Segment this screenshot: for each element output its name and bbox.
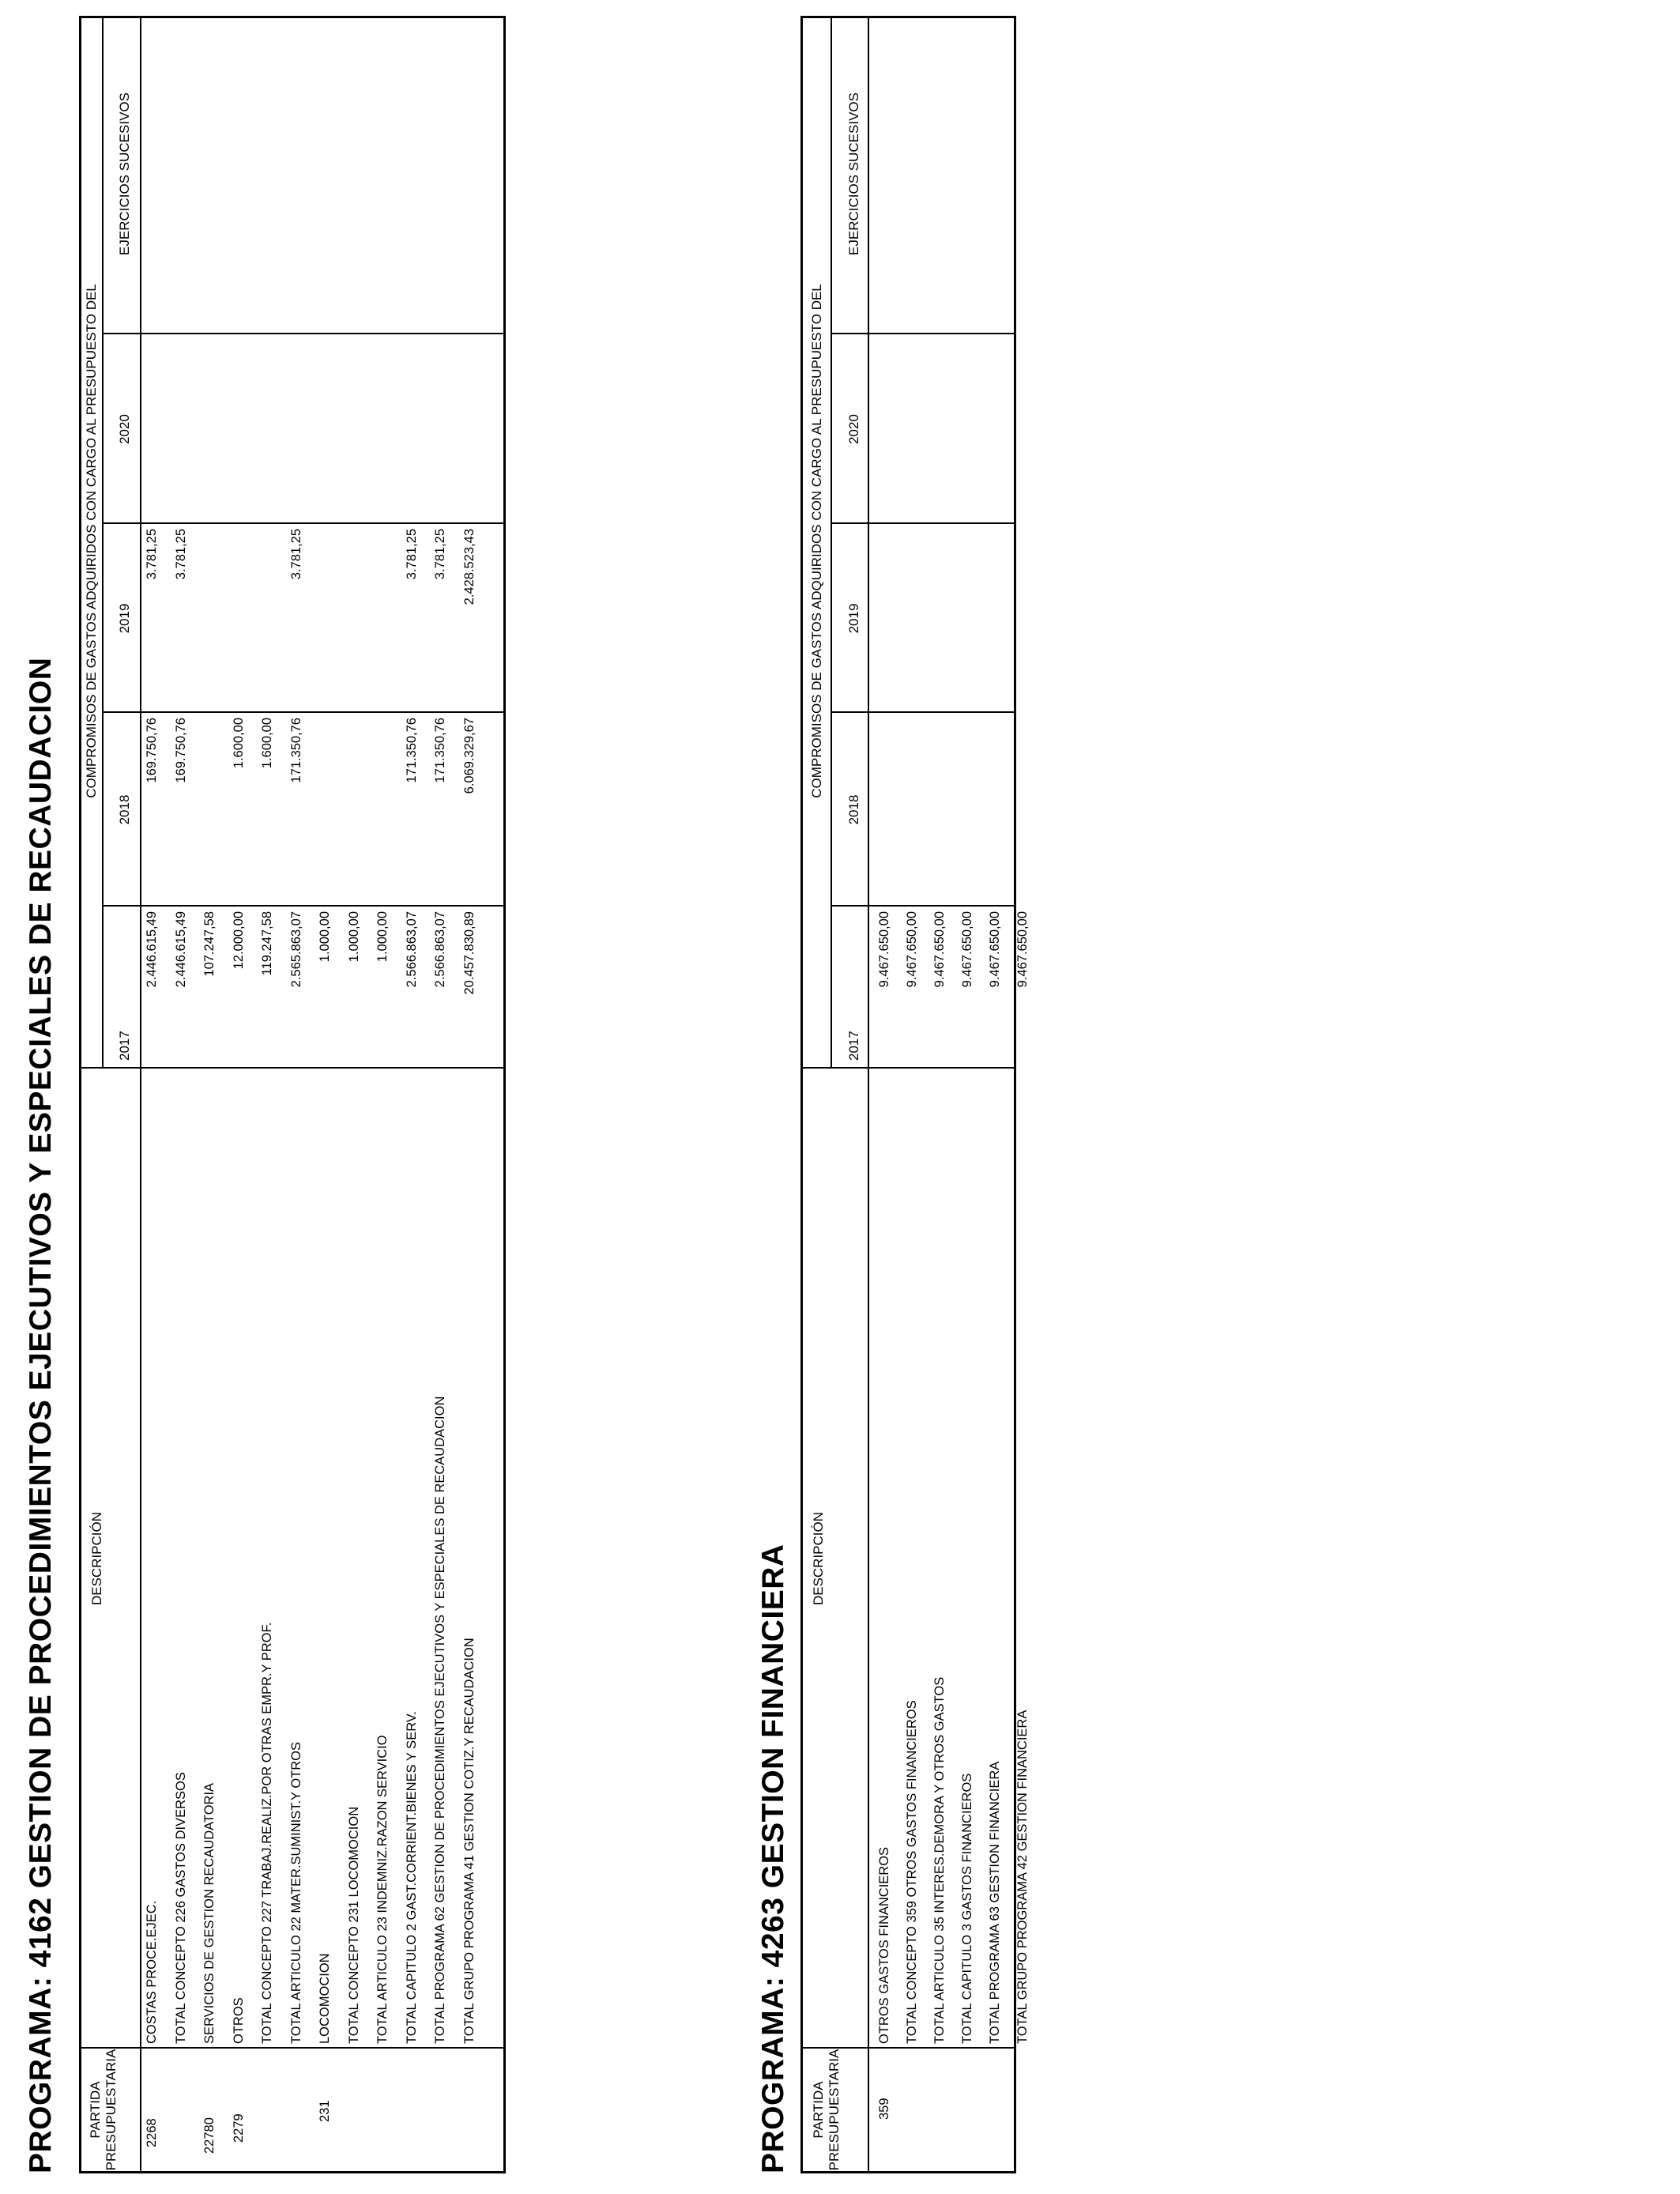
amount-cell-v2017: 12.000,00 [231, 911, 246, 970]
program-4162-title: PROGRAMA: 4162 GESTION DE PROCEDIMIENTOS EJECUTIVOS Y ESPECIALES DE RECAUDACION [24, 657, 58, 2173]
partida-header: PARTIDA [88, 2081, 103, 2139]
description-cell: TOTAL GRUPO PROGRAMA 42 GESTION FINANCIERA [1015, 1710, 1030, 2044]
amount-cell-v2018: 6.069.329,67 [461, 718, 477, 794]
amount-cell-v2017: 119.247,58 [260, 911, 274, 976]
amount-cell-v2019: 3.781,25 [404, 529, 419, 580]
partida-cell: 22780 [202, 2117, 217, 2154]
divider [102, 333, 503, 334]
amount-cell-v2019: 3.781,25 [433, 529, 447, 580]
description-cell: TOTAL CONCEPTO 227 TRABAJ.REALIZ.POR OTRAS EMPR.Y PROF. [260, 1622, 274, 2044]
partida-header: PRESUPUESTARIA [827, 2049, 842, 2171]
description-cell: TOTAL ARTICULO 23 INDEMNIZ.RAZON SERVICIO [375, 1735, 390, 2044]
description-cell: TOTAL ARTICULO 35 INTERES.DEMORA Y OTROS GASTOS [932, 1676, 947, 2044]
description-cell: TOTAL GRUPO PROGRAMA 41 GESTION COTIZ.Y RECAUDACION [461, 1638, 477, 2044]
description-cell: TOTAL PROGRAMA 63 GESTION FINANCIERA [988, 1761, 1002, 2044]
year-header-y2019: 2019 [117, 603, 132, 634]
description-cell: TOTAL CAPITULO 2 GAST.CORRIENT.BIENES Y SERV. [404, 1711, 419, 2044]
amount-cell-v2017: 1.000,00 [375, 911, 390, 963]
amount-cell-v2017: 20.457.830,89 [461, 911, 477, 995]
descripcion-header: DESCRIPCIÓN [89, 1511, 104, 1606]
description-cell: OTROS GASTOS FINANCIEROS [877, 1846, 891, 2044]
amount-cell-v2018: 1.600,00 [260, 718, 274, 769]
amount-cell-v2017: 9.467.650,00 [932, 911, 947, 988]
amount-cell-v2017: 2.566.863,07 [404, 911, 419, 988]
amount-cell-v2017: 107.247,58 [202, 911, 217, 977]
partida-cell: 231 [318, 2100, 332, 2122]
amount-cell-v2017: 9.467.650,00 [905, 911, 919, 988]
year-header-y2018: 2018 [846, 794, 861, 825]
program-4263-table [800, 16, 1030, 2173]
header-rule [102, 18, 104, 1069]
amount-cell-v2017: 2.446.615,49 [173, 911, 188, 988]
amount-cell-v2018: 171.350,76 [404, 718, 419, 783]
amount-cell-v2018: 169.750,76 [145, 718, 159, 783]
year-header-y2020: 2020 [117, 414, 132, 444]
year-header-y2017: 2017 [846, 1031, 861, 1061]
description-cell: TOTAL CONCEPTO 231 LOCOMOCION [346, 1806, 361, 2044]
compromisos-header: COMPROMISOS DE GASTOS ADQUIRIDOS CON CARGO AL PRESUPUESTO DEL [809, 284, 824, 798]
partida-cell: 2279 [231, 2113, 246, 2143]
amount-cell-v2018: 169.750,76 [173, 718, 188, 783]
year-header-y2020: 2020 [846, 414, 861, 444]
amount-cell-v2017: 9.467.650,00 [877, 911, 891, 988]
amount-cell-v2019: 3.781,25 [173, 529, 188, 580]
year-header-y2018: 2018 [117, 794, 132, 825]
amount-cell-v2018: 1.600,00 [231, 718, 246, 769]
description-cell: TOTAL ARTICULO 22 MATER.SUMINIST.Y OTROS [288, 1741, 303, 2044]
amount-cell-v2017: 1.000,00 [346, 911, 361, 963]
amount-cell-v2017: 2.566.863,07 [433, 911, 447, 988]
program-4263-title: PROGRAMA: 4263 GESTION FINANCIERA [756, 1544, 790, 2173]
header-rule [868, 18, 869, 2171]
description-cell: TOTAL CAPITULO 3 GASTOS FINANCIEROS [960, 1773, 974, 2044]
partida-header: PRESUPUESTARIA [104, 2049, 119, 2171]
amount-cell-v2018: 171.350,76 [288, 718, 303, 783]
description-cell: SERVICIOS DE GESTION RECAUDATORIA [202, 1782, 217, 2044]
header-rule [831, 18, 832, 1069]
amount-cell-v2019: 3.781,25 [288, 529, 303, 580]
header-rule [140, 18, 141, 2171]
program-4162-table [79, 16, 506, 2173]
amount-cell-v2018: 171.350,76 [433, 718, 447, 783]
divider [102, 905, 503, 907]
year-header-y2017: 2017 [117, 1031, 132, 1061]
partida-cell: 359 [877, 2098, 891, 2120]
amount-cell-v2017: 1.000,00 [318, 911, 332, 963]
year-header-y2019: 2019 [846, 603, 861, 634]
description-cell: COSTAS PROCE.EJEC. [145, 1900, 159, 2044]
partida-cell: 2268 [145, 2118, 159, 2147]
year-header-ejercicios: EJERCICIOS SUCESIVOS [117, 92, 132, 255]
description-cell: TOTAL PROGRAMA 62 GESTION DE PROCEDIMIENTOS EJECUTIVOS Y ESPECIALES DE RECAUDACION [433, 1396, 447, 2044]
descripcion-header: DESCRIPCIÓN [811, 1511, 826, 1606]
description-cell: LOCOMOCION [318, 1953, 332, 2044]
amount-cell-v2019: 3.781,25 [145, 529, 159, 580]
amount-cell-v2017: 9.467.650,00 [988, 911, 1002, 988]
divider [102, 711, 503, 713]
compromisos-header: COMPROMISOS DE GASTOS ADQUIRIDOS CON CARGO AL PRESUPUESTO DEL [84, 284, 99, 798]
year-header-ejercicios: EJERCICIOS SUCESIVOS [846, 92, 861, 255]
amount-cell-v2017: 9.467.650,00 [960, 911, 974, 988]
amount-cell-v2017: 9.467.650,00 [1015, 911, 1030, 988]
description-cell: TOTAL CONCEPTO 359 OTROS GASTOS FINANCIEROS [905, 1700, 919, 2044]
amount-cell-v2019: 2.428.523,43 [461, 529, 477, 605]
description-cell: OTROS [231, 1997, 246, 2044]
partida-header: PARTIDA [811, 2081, 826, 2139]
amount-cell-v2017: 2.565.863,07 [288, 911, 303, 988]
divider [81, 2047, 503, 2049]
description-cell: TOTAL CONCEPTO 226 GASTOS DIVERSOS [173, 1772, 188, 2044]
amount-cell-v2017: 2.446.615,49 [145, 911, 159, 988]
divider [102, 522, 503, 524]
